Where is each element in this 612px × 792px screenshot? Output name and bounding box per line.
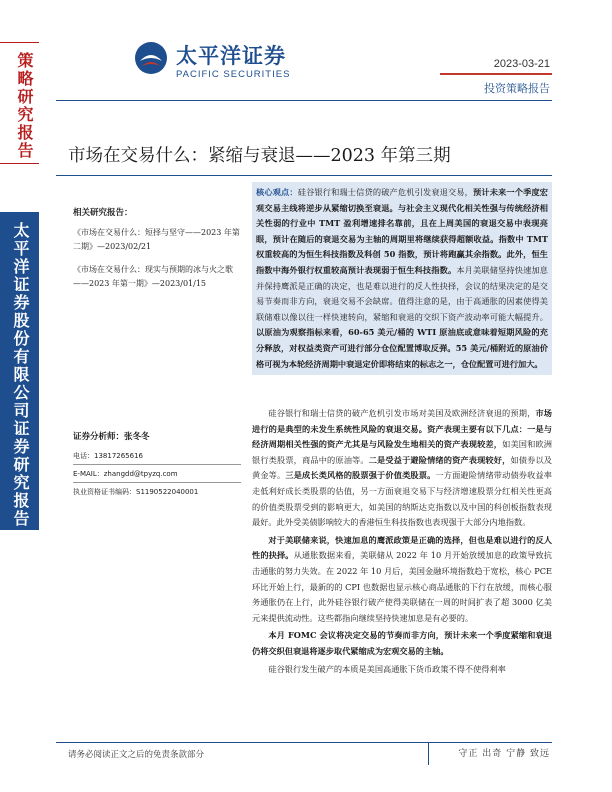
body-paragraph — [252, 662, 552, 676]
body-text: 一方面避险情绪带动债券收益率走低利好成长类股票的估值，另一方面衰退交易下与经济增速股票分红相关性更高的价值类股票受到的影响更大，如美国的纳斯达克指数以及中国的科创板指数表现最好。此外受美债影响较大的香港恒生科技指数也表现强于大部分内地指数。 — [252, 470, 552, 528]
logo-mark-icon — [134, 41, 168, 75]
footer-separator — [428, 743, 429, 765]
logo-chinese-name: 太平洋证券 — [176, 44, 286, 68]
body-text: 从通胀数据来看，美联储从 2022 年 10 月开始放缓加息的政策导致抗击通胀的努力失效。在 2022 年 10 月后，美国金融环境指数趋于宽松，核心 PCE 环比开始上行，最新的的 CPI 也数据也显示核心商品通胀的下行在放缓，而核心服务通胀仍在上行，此外硅谷银行破产使得美联储在一周的时间扩表了超 3000 亿美元来提供流动性。这些都指向继续坚持快速加息是有必要的。 — [252, 550, 552, 623]
summary-text: 本月美联储坚持快速加息并保持鹰派是正确的决定，也是难以进行的反人性抉择，会议的结果决定的是交易节奏而非方向，衰退交易不会缺席。值得注意的是，由于高通胀的因素使得美联储难以像以往一样快速转向，紧缩和衰退的交织下资产波动率可能大幅提升。 — [256, 264, 548, 322]
analyst-license: 执业资格证书编码：S1190522040001 — [73, 488, 199, 496]
body-bold-text: 三是成长类风格的股票强于价值类股票。 — [285, 470, 436, 481]
analyst-info — [73, 430, 241, 500]
body-text: 如债券以及黄金等。 — [252, 454, 552, 481]
body-text: 如美国和欧洲银行类股票，商品中的原油等。 — [252, 439, 552, 465]
body-text: 硅谷银行发生破产的本质是美国高通胀下货币政策不得不使得利率 — [268, 663, 506, 674]
page-title: 市场在交易什么：紧缩与衰退——2023 年第三期 — [68, 146, 451, 166]
company-logo — [134, 40, 294, 84]
sidebar-report-type: 策略研究报告 — [15, 52, 34, 160]
body-bold-text: 对于美联储来说，快速加息的鹰派政策是正确的选择，但也是难以进行的反人性的抉择。 — [252, 534, 552, 561]
main-body — [252, 406, 552, 678]
summary-lead: 核心观点： — [256, 187, 298, 197]
company-motto: 守正 出奇 宁静 致远 — [458, 749, 550, 759]
body-bold-text: 二是受益于避险情绪的资产表现较好， — [368, 454, 511, 465]
sidebar — [0, 0, 39, 792]
body-bold-text: 本月 FOMC 会议将决定交易的节奏而非方向，预计未来一个季度紧缩和衰退仍将交织但衰退将逐步取代紧缩成为宏观交易的主轴。 — [252, 630, 552, 656]
body-text: 硅谷银行和瑞士信贷的破产危机引发市场对美国及欧洲经济衰退的预期， — [268, 408, 536, 418]
summary-bold-text: 预计未来一个季度宏观交易主线将逆步从紧缩切换至衰退。与社会主义现代化相关性强与传统经济相关性弱的行业中 TMT 盈利增速排名靠前，且在上周美国的衰退交易中表现亮眼，预计在随后的衰退交易为主轴的周期里将继续获得超额收益。指数中 TMT 权重较高的为恒生科技指数及科创 50 指数，预计将跑赢其余指数。此外，恒生指数中海外银行权重较高预计表现弱于恒生科技指数。 — [256, 187, 548, 275]
core-viewpoint-box — [252, 182, 552, 375]
related-report-item: 《市场在交易什么：短择与坚守——2023 年第二期》—2023/02/21 — [73, 228, 240, 251]
title-divider — [56, 175, 552, 176]
disclaimer-note: 请务必阅读正文之后的免责条款部分 — [68, 750, 205, 760]
summary-paragraph — [256, 185, 548, 372]
analyst-heading: 证券分析师：张冬冬 — [73, 432, 150, 442]
header-divider — [56, 100, 552, 101]
footer-divider — [56, 742, 552, 743]
body-bold-text: 市场进行的是典型的未发生系统性风险的衰退交易。资产表现主要有以下几点：一是与经济周期相关性强的资产尤其是与风险发生地相关的资产表现较差， — [252, 408, 552, 450]
header-accent-rule — [440, 73, 552, 75]
summary-bold-text: 以原油为观察指标来看，60-65 美元/桶的 WTI 原油底或意味着短期风险的充分释放，对权益类资产可进行部分仓位配置博取反弹。55 美元/桶附近的原油价格可视为本轮经济周期中衰退定价即将结束的标志之一，仓位配置可进行加大。 — [256, 327, 548, 369]
report-date: 2023-03-21 — [493, 58, 550, 70]
logo-english-name: PACIFIC SECURITIES — [176, 69, 291, 80]
body-paragraph — [252, 533, 552, 627]
summary-text: 硅谷银行和瑞士信贷的破产危机引发衰退交易， — [297, 187, 474, 197]
related-report-item: 《市场在交易什么：现实与预期的冰与火之歌——2023 年第一期》—2023/01/15 — [73, 265, 233, 288]
body-paragraph — [252, 406, 552, 531]
analyst-phone: 电话：13817265616 — [73, 448, 241, 465]
report-category: 投资策略报告 — [484, 82, 550, 95]
body-paragraph — [252, 628, 552, 659]
analyst-email: E-MAIL：zhangdd@tpyzq.com — [73, 466, 241, 483]
sidebar-company-label: 太平洋证券股份有限公司证券研究报告 — [11, 222, 30, 528]
related-reports-heading: 相关研究报告： — [73, 208, 133, 218]
related-reports — [73, 206, 241, 300]
